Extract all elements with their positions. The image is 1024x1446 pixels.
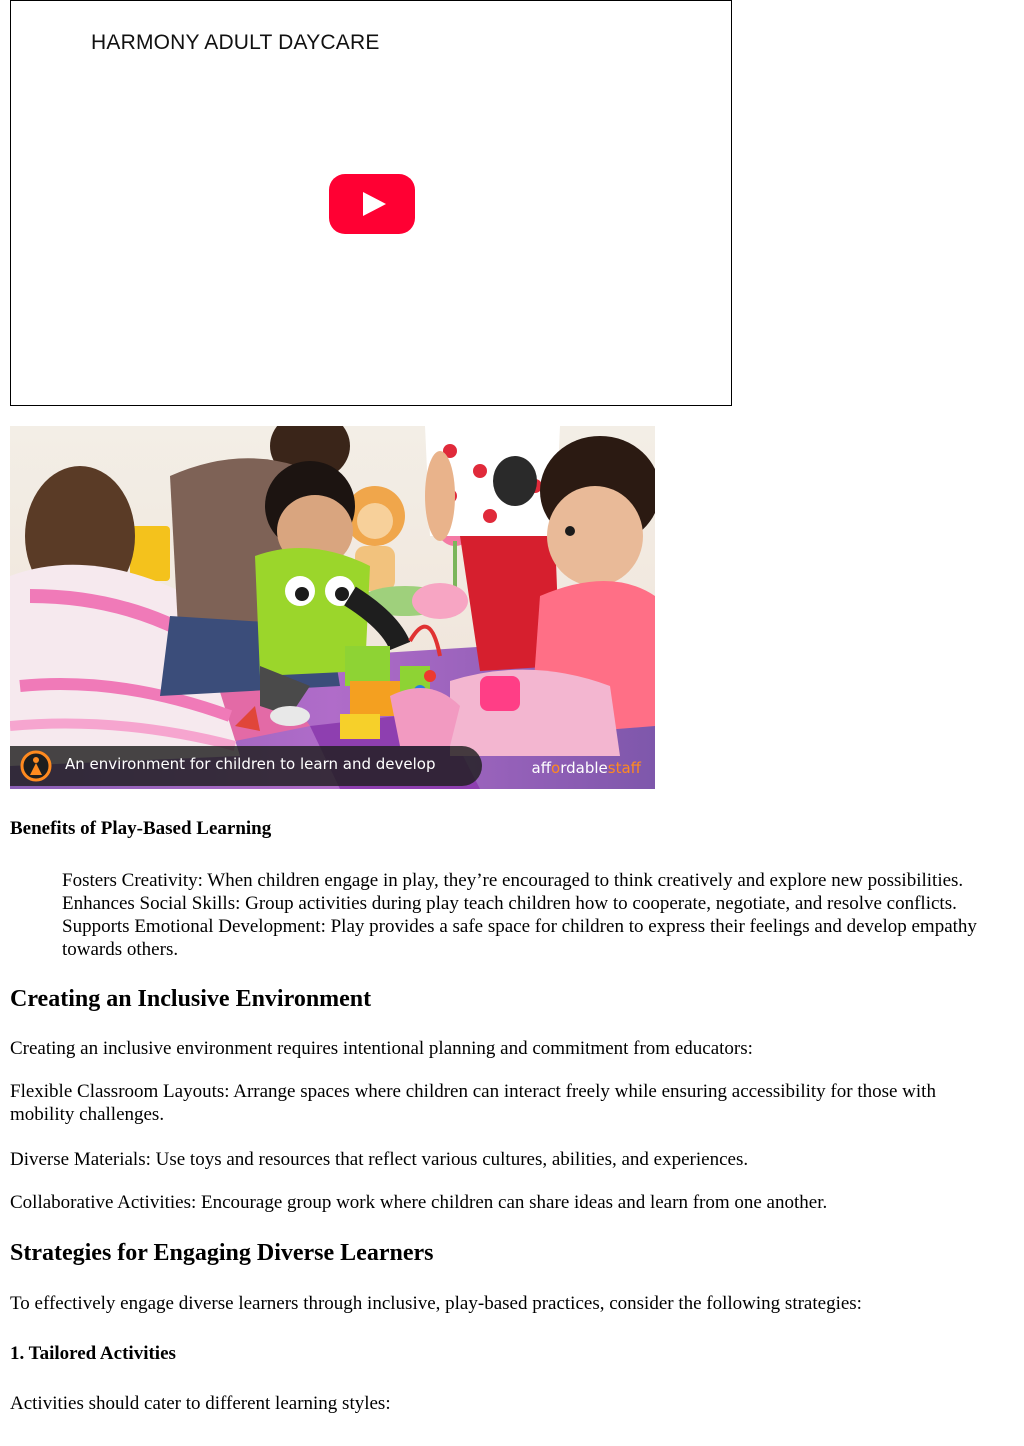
brand-prefix: aff (531, 759, 552, 777)
brand-suffix: staff (607, 759, 641, 777)
tailored-heading: 1. Tailored Activities (10, 1343, 176, 1364)
inclusive-heading: Creating an Inclusive Environment (10, 986, 372, 1012)
benefits-heading: Benefits of Play-Based Learning (10, 818, 272, 839)
staff-logo-icon (20, 750, 52, 782)
inclusive-intro: Creating an inclusive environment requires intentional planning and commitment from educators: (10, 1038, 753, 1059)
caption-bar (10, 746, 482, 786)
children-playing-photo (10, 426, 655, 789)
brand-middle: rdable (560, 759, 608, 777)
inclusive-item-collaborative: Collaborative Activities: Encourage group work where children can share ideas and learn from one another. (10, 1192, 828, 1213)
inclusive-item-materials: Diverse Materials: Use toys and resources that reflect various cultures, abilities, and experiences. (10, 1149, 749, 1170)
inclusive-item-layouts: Flexible Classroom Layouts: Arrange spaces where children can interact freely while ensuring accessibility for those with mobility challenges. (10, 1081, 936, 1125)
tailored-intro: Activities should cater to different learning styles: (10, 1393, 391, 1414)
brand-o: o (551, 759, 561, 777)
play-button[interactable] (329, 174, 415, 234)
brand-watermark (532, 759, 642, 777)
benefits-quote: Fosters Creativity: When children engage in play, they’re encouraged to think creatively and explore new possibilities. Enhances Social Skills: Group activities during play teach children how to cooperate, negotiate, and resolve conflicts. Supports Emotional Development: Play provides a safe space for children to express their feelings and develop empathy towards others. (62, 870, 977, 960)
strategies-intro: To effectively engage diverse learners through inclusive, play-based practices, consider the following strategies: (10, 1293, 862, 1314)
video-title: HARMONY ADULT DAYCARE (91, 31, 380, 54)
photo-illustration (10, 426, 655, 789)
photo-caption: An environment for children to learn and develop (65, 755, 436, 773)
strategies-heading: Strategies for Engaging Diverse Learners (10, 1240, 434, 1266)
video-embed[interactable] (10, 0, 732, 406)
play-icon (361, 191, 387, 217)
